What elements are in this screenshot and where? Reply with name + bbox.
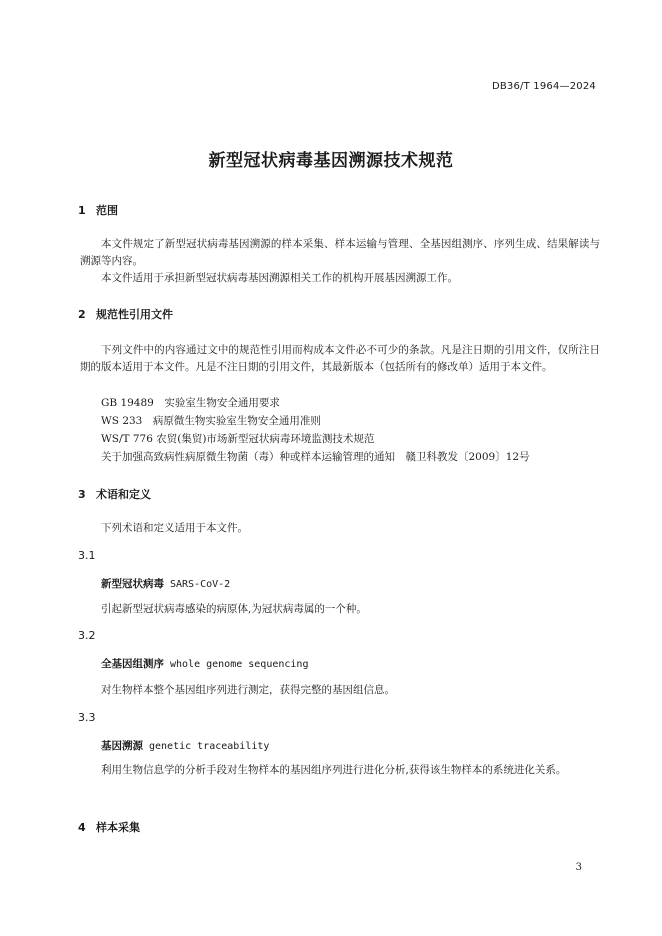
term-heading — [101, 576, 230, 591]
section-4-heading — [78, 819, 140, 835]
section-1-heading — [78, 202, 118, 218]
section-title: 范围 — [96, 204, 118, 217]
reference-item: 关于加强高致病性病原微生物菌（毒）种或样本运输管理的通知 赣卫科教发〔2009〕12号 — [101, 451, 530, 463]
term-chinese: 新型冠状病毒 — [101, 578, 164, 590]
term-definition: 引起新型冠状病毒感染的病原体,为冠状病毒属的一个种。 — [101, 603, 367, 615]
term-definition: 利用生物信息学的分析手段对生物样本的基因组序列进行进化分析,获得该生物样本的系统进化关系。 — [101, 764, 567, 776]
reference-item: WS 233 病原微生物实验室生物安全通用准则 — [101, 415, 321, 427]
document-code: DB36/T 1964—2024 — [491, 81, 596, 92]
term-english: SARS-CoV-2 — [170, 579, 231, 590]
section-title: 样本采集 — [96, 821, 140, 834]
section-1-paragraph-2: 本文件适用于承担新型冠状病毒基因溯源相关工作的机构开展基因溯源工作。 — [101, 272, 458, 284]
term-heading — [101, 656, 308, 671]
section-3-heading — [78, 486, 151, 502]
term-number: 3.1 — [78, 549, 96, 562]
term-number: 3.2 — [78, 629, 96, 642]
reference-item: GB 19489 实验室生物安全通用要求 — [101, 397, 280, 409]
term-number: 3.3 — [78, 711, 96, 724]
section-2-heading — [78, 306, 173, 322]
section-1-paragraph-1: 本文件规定了新型冠状病毒基因溯源的样本采集、样本运输与管理、全基因组测序、序列生成、结果解读与溯源等内容。 — [80, 238, 600, 267]
term-english: whole genome sequencing — [170, 659, 309, 670]
section-number: 3 — [78, 488, 86, 501]
term-english: genetic traceability — [149, 741, 270, 752]
page-number: 3 — [575, 862, 582, 873]
section-title: 规范性引用文件 — [96, 308, 173, 321]
term-chinese: 全基因组测序 — [101, 658, 164, 670]
section-number: 1 — [78, 204, 86, 217]
section-number: 2 — [78, 308, 86, 321]
term-definition: 对生物样本整个基因组序列进行测定，获得完整的基因组信息。 — [101, 684, 395, 696]
reference-item: WS/T 776 农贸(集贸)市场新型冠状病毒环境监测技术规范 — [101, 433, 375, 445]
term-heading — [101, 738, 269, 753]
section-number: 4 — [78, 821, 86, 834]
section-3-intro: 下列术语和定义适用于本文件。 — [101, 522, 248, 534]
term-chinese: 基因溯源 — [101, 740, 143, 752]
document-title: 新型冠状病毒基因溯源技术规范 — [208, 151, 454, 171]
section-title: 术语和定义 — [96, 488, 151, 501]
section-2-paragraph: 下列文件中的内容通过文中的规范性引用而构成本文件必不可少的条款。凡是注日期的引用文件，仅所注日期的版本适用于本文件。凡是不注日期的引用文件，其最新版本（包括所有的修改单）适用于本文件。 — [80, 344, 600, 373]
